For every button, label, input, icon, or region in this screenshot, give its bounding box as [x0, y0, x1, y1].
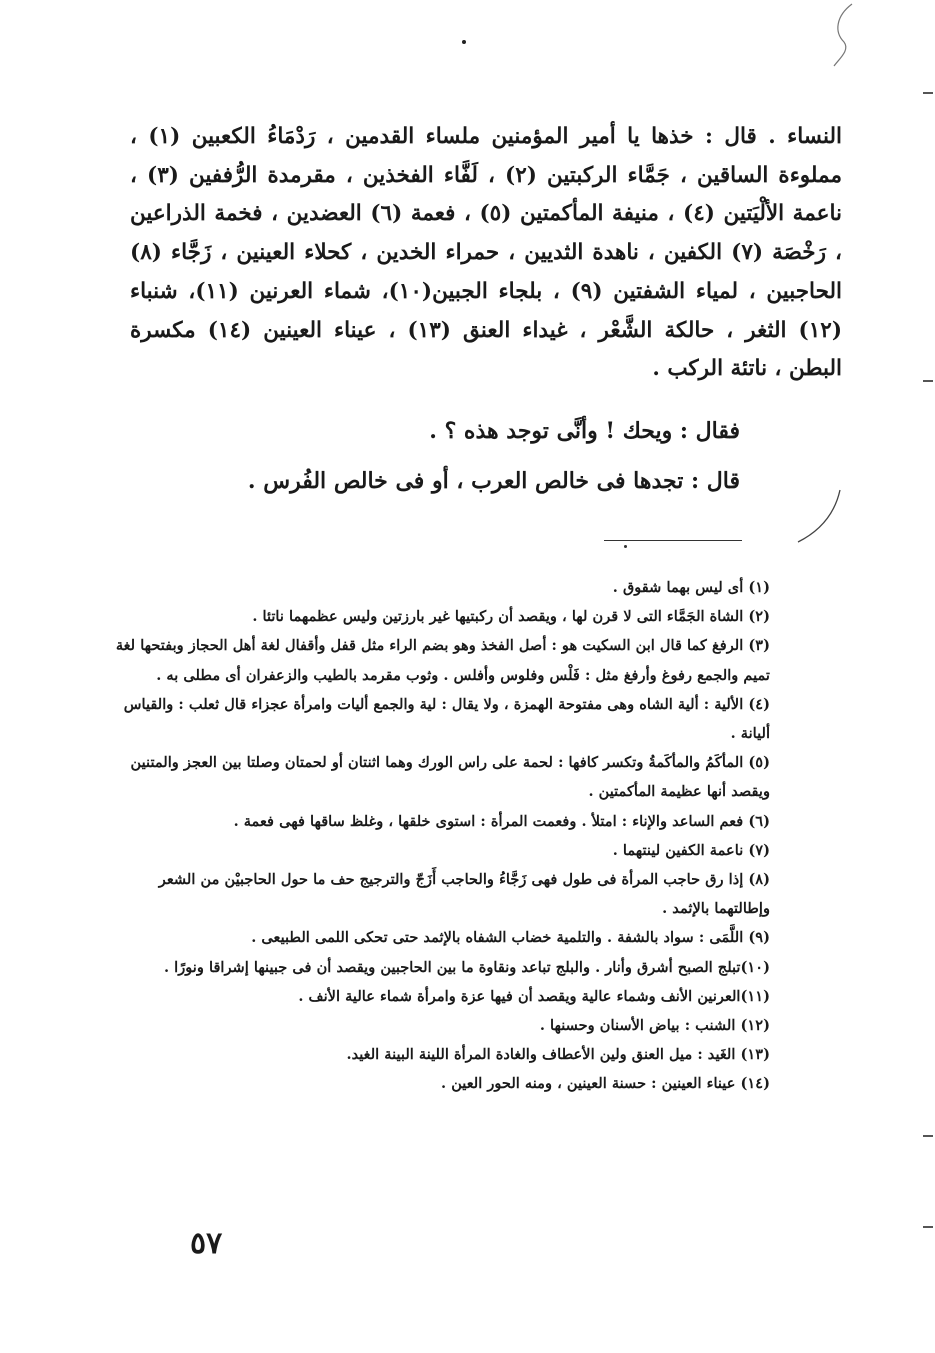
footnote-12: (١٢) الشنب : بياض الأسنان وحسنها . [539, 1017, 770, 1035]
footnote-8: (٨) إذا رق حاجب المرأة فى طول فهى زَجَّاءُ والحاجب أَزَجّ والترجيج حف ما حول الحاجبيْن من الشعر وإطالتهما بالإثمد . [158, 871, 770, 918]
footnote-10: (١٠)تبلج الصبح أشرق وأنار . والبلج تباعد ونقاوة ما بين الحاجبين ويقصد أن فى جبينها إشراقا ونورًا . [164, 958, 770, 976]
footnote-13: (١٣) الغَيد : ميل العنق ولين الأعطاف والغادة المرأة اللينة البينة الغيد. [346, 1046, 770, 1064]
footnotes [100, 573, 840, 1099]
footnote-3: (٣) الرفغ كما قال ابن السكيت هو : أصل الفخذ وهو بضم الراء مثل قفل وأقفال لغة أهل الحجاز وبفتحها لغة تميم والجمع رفوغ وأرفغ مثل : فَلْس وفلوس وأفلس . وثوب مقرمد بالطيب والزعفران أى مطلى به . [115, 637, 770, 684]
footnote-4: (٤) الألية : ألية الشاه وهى مفتوحة الهمزة ، ولا يقال : لية والجمع أليات وامرأة عجزاء قال ثعلب : والقياس أليانة . [123, 695, 770, 743]
main-paragraph [130, 118, 842, 389]
page-number: ٥٧ [190, 1226, 223, 1261]
edge-tick [923, 1135, 933, 1137]
footnote-14: (١٤) عيناء العينين : حسنة العينين ، ومنه الحور العين . [441, 1075, 770, 1093]
main-paragraph-text: النساء . قال : خذها يا أمير المؤمنين ملساء القدمين ، رَدْمَاءُ الكعبين (١) ، مملوءة الساقين ، جَمَّاء الركبتين (٢) ، لَفَّاء الفخذين ، مقرمدة الرُّففين (٣) ، ناعمة الألْيَتين (٤) ، منيفة المأكمتين (٥) ، فعمة (٦) العضدين ، فخمة الذراعين ، رَخْصَة (٧) الكفين ، ناهدة الثديين ، حمراء الخدين ، كحلاء العينين ، زَجَّاء (٨) الحاجبين ، لمياء الشفتين (٩) ، بلجاء الجبين(١٠)، شماء العرنين (١١)، شنباء (١٢) الثغر ، حالكة الشَّعْر ، غيداء العنق (١٣) ، عيناء العينين (١٤) مكسرة البطن ، ناتئة الركب . [130, 124, 843, 382]
footnote-5: (٥) المأكَمُ والمأكَمةُ وتكسر كافها : لحمة على راس الورك وهما اثنتان أو لحمتان وصلتا بين العجز والمتنين ويقصد أنها عظيمة المأكمتين . [130, 754, 770, 801]
footnote-1: (١) أى ليس بهما شقوق . [612, 579, 770, 596]
footnote-2: (٢) الشاة الجَمَّاء التى لا قرن لها ، ويقصد أن ركبتيها غير بارزتين وليس عظمهما ناتئا . [252, 608, 770, 626]
dialog-line-1: فقال : ويحك ! وأنَّى توجد هذه ؟ . [429, 418, 740, 444]
edge-tick [923, 1226, 933, 1228]
dialog-line-2: قال : تجدها فى خالص العرب ، أو فى خالص الفُرس . [247, 468, 740, 494]
footnote-9: (٩) اللَّمَى : سواد بالشفة . والتلمية خضاب الشفاه بالإثمد حتى تحكى اللمى الطبيعى . [251, 929, 770, 947]
edge-tick [923, 380, 933, 382]
footnote-separator [604, 540, 742, 541]
footnote-6: (٦) فعم الساعد والإناء : امتلأ . وفعمت المرأة : استوى خلقها ، وغلظ ساقها فهى فعمة . [233, 812, 770, 830]
page-edge-curve [830, 2, 856, 68]
scan-speck [462, 40, 466, 44]
page-edge-bracket [796, 488, 842, 544]
separator-dot [624, 545, 627, 548]
footnote-11: (١١)العرنين الأنف وشماء عالية ويقصد أن فيها عزة وامرأة شماء عالية الأنف . [298, 987, 770, 1005]
edge-tick [923, 92, 933, 94]
footnote-7: (٧) ناعمة الكفين لينتهما . [612, 841, 770, 859]
